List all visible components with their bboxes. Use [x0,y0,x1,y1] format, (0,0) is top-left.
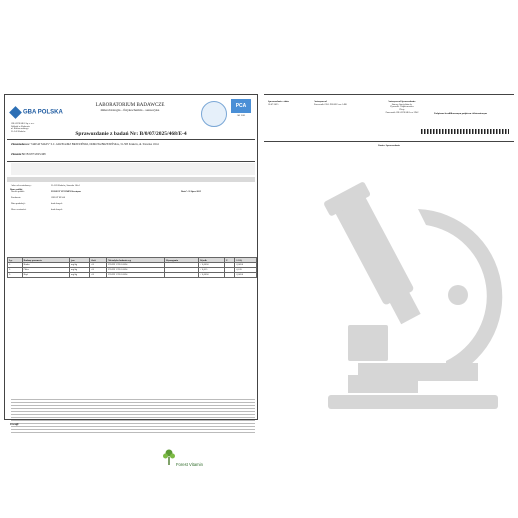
author-value: Pracownik GBA POLSKA nr: 1490 [314,103,347,106]
report-page-right [264,94,514,424]
client-label: Zleceniodawca: [11,143,30,146]
table-row: 3. Rtęć mg/kg ≤0 PN-EN 17851:2024 < 0,0050 0,0050 [8,273,257,278]
author-head: Autoryzował [314,101,327,103]
lab-subtitle: mikrobiologia - fizykochemia - sensoryka [100,108,160,112]
client-row [11,143,255,146]
client-value: "GREAT MASS" S.C. GRZEGORZ BRZEZIŃSKI, DOROTA BRZEZIŃSKA, 31-583 Kraków, ul. Stawska 10/u1 [30,143,160,146]
report-date-col [268,101,308,106]
address-line: GBA POLSKA Sp. z o.o. [11,123,35,125]
approver-col: Autoryzował Sprawozdanie: Starszy Specjalista ds. Żywności i Suplementów Diety Pracownik GBA POLSKA nr: 3942 [385,101,419,114]
round-seal-icon [201,101,227,127]
end-of-report: Koniec Sprawozdania [378,145,400,147]
order-value: B/0/07/2025/468 [26,153,46,156]
col-header: U [224,258,235,263]
gba-diamond-icon [9,106,22,119]
col-header: Lp. [8,258,23,263]
tree-logo-icon [162,448,176,471]
order-row [11,153,46,156]
report-date: Data*: 31 lipca 2025 [181,191,201,193]
date-value: 18.07.2025 [268,103,279,106]
remarks-label: Uwagi: [10,422,20,426]
pca-logo: PCA [231,99,251,113]
author-col [314,101,364,106]
address-line: Oddział w Krakowie [11,125,31,128]
col-header: Metodyka badania wg [107,258,165,263]
sample-row: Okres ważności: brak danych [11,209,63,211]
sample-row: Adres zleceniodawcy: 31-583 Kraków, Stawska 10/u1 [11,185,80,187]
sample-row: Producent: GREAT MASS [11,197,66,199]
table-row: 2. Ołów mg/kg ≤0 PN-EN 17851:2024 < 0,015 0,015 [8,268,257,273]
col-header: Badany parametr [22,258,69,263]
date-head: Sprawozdanie z dnia: [268,101,290,103]
e-signature-note: Podpisano kwalifikowanym podpisem elektronicznym [434,113,487,115]
sample-row: Data produkcji: brak danych [11,203,63,205]
lab-title: LABORATORIUM BADAWCZE [95,103,165,108]
microscope-watermark-icon [308,175,508,425]
table-row: 1. Kadm mg/kg ≤0 PN-EN 17851:2024 < 0,0050 0,0050 [8,263,257,268]
results-table [7,257,257,278]
report-title: Sprawozdanie z badań Nr: B/0/07/2025/468/E-4 [75,131,187,137]
col-header: LOQ [235,258,257,263]
divider [7,161,255,162]
sample-details [11,185,161,215]
company-name: GBA POLSKA [23,109,63,116]
address-line: 31-342 Kraków [11,130,26,133]
brand-name: Forest Vitamin [176,462,203,467]
company-logo [11,103,63,134]
sample-section-title: Dane próbki [10,189,23,191]
divider [264,141,514,142]
col-header: Wynik [199,258,225,263]
address-line: ul. Kaliszewskiego [11,128,29,131]
statement-box [11,163,255,175]
col-header: j.m. [69,258,89,263]
sample-row: Nazwa próbki: FOREST VITAMIN Kreatyna [11,191,81,193]
order-label: Zlecenie Nr: [11,153,26,156]
report-header [5,95,257,131]
report-page-left [4,94,258,420]
col-header: ilość [90,258,107,263]
accreditation-number: AB 1565 [236,115,246,117]
approver-head: Autoryzował Sprawozdanie: [388,101,416,103]
barcode [421,129,509,134]
lab-heading [85,103,175,112]
footnotes-block [11,397,255,435]
col-header: Wymagania [164,258,198,263]
divider [7,139,255,140]
